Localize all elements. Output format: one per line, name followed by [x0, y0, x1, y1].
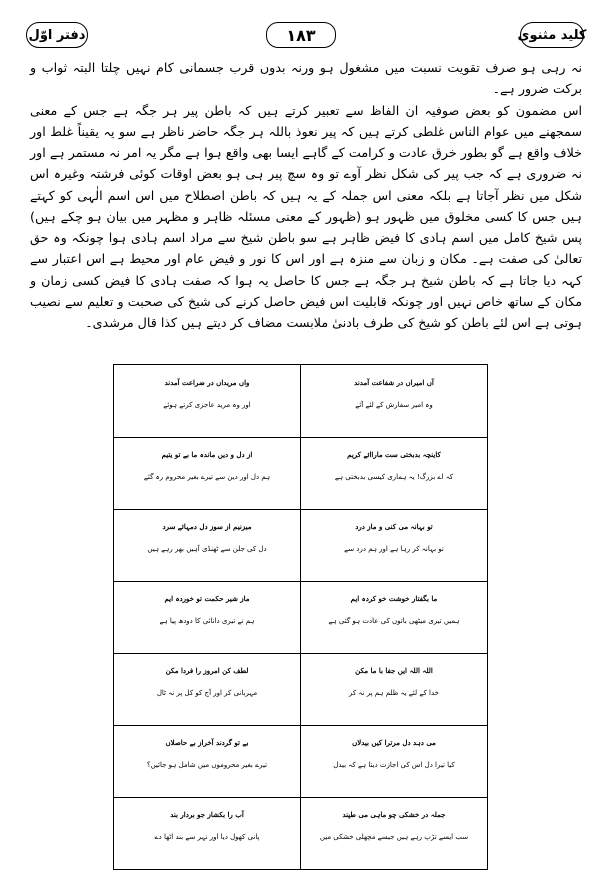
persian-verse: بے تو گردند آخراز بے حاصلاں [165, 738, 249, 747]
couplet-table [113, 364, 488, 870]
couplet-second-hemistich [114, 725, 300, 772]
urdu-translation: ہم نے تیری دانائی کا دودھ پیا ہے [159, 617, 255, 625]
persian-verse: واں مریداں در ضراعت آمدند [164, 378, 250, 387]
urdu-translation: ہمیں تیری میٹھی باتوں کی عادت ہو گئی ہے [328, 617, 460, 625]
persian-verse: لطف کن امروز را فردا مکن [165, 666, 249, 675]
persian-verse: می دہد دل مرترا کیں بیدلاں [352, 738, 436, 747]
urdu-translation: پانی کھول دیا اور نہر سے بند اٹھا دے [154, 833, 260, 841]
urdu-translation: تیرے بغیر محروموں میں شامل ہو جائیں؟ [146, 761, 268, 769]
persian-verse: آب را بکشاز جو بردار بند [170, 810, 244, 819]
book-title-box [517, 22, 587, 48]
couplet-first-hemistich [301, 653, 487, 700]
urdu-translation: ہم دل اور دین سے تیرے بغیر محروم رہ گئے [143, 473, 271, 481]
page-number-box [266, 22, 336, 48]
couplet-first-hemistich [301, 365, 487, 412]
couplet-second-hemistich [114, 797, 300, 844]
urdu-translation: اور وہ مرید عاجزی کرتے ہوئے [163, 401, 251, 409]
couplet-second-hemistich [114, 653, 300, 700]
urdu-translation: خدا کے لئے یہ ظلم ہم پر نہ کر [349, 689, 439, 697]
urdu-translation: سب ایسے تڑپ رہے ہیں جیسے مچھلی خشکی میں [319, 833, 469, 841]
urdu-translation: وہ امیر سفارش کے لئے آئے [355, 401, 433, 409]
couplet-first-hemistich [301, 581, 487, 628]
couplet-second-hemistich [114, 509, 300, 556]
urdu-translation: کیا تیرا دل اس کی اجازت دیتا ہے کہ بیدل [333, 761, 455, 769]
page-number: ۱۸۳ [286, 25, 316, 45]
couplet-first-hemistich [301, 725, 487, 772]
commentary-text [30, 57, 582, 333]
paragraph: نہ رہی ہو صرف تقویت نسبت میں مشغول ہو ورنہ بدوں قرب جسمانی کام نہیں چلتا البتہ ثواب و برکت ضرور ہے۔ [30, 60, 582, 97]
persian-verse: ما بگفتار خوشت خو کردہ ایم [350, 594, 438, 603]
persian-verse: از دل و دیں ماندہ ما بے تو یتیم [161, 450, 253, 459]
couplet-first-hemistich [301, 797, 487, 844]
couplet-first-hemistich [301, 509, 487, 556]
persian-verse: تو بہانہ می کنی و ماز درد [355, 522, 433, 531]
paragraph: اس مضمون کو بعض صوفیہ ان الفاظ سے تعبیر کرتے ہیں کہ باطن پیر ہر جگہ ہے جس کے معنی سمجھنے میں عوام الناس غلطی کرتے ہیں کہ پیر نعوذ باللہ ہر جگہ حاضر ناظر ہے سو یہ یقیناً غلط اور خلاف واقع ہے گو بطور خرق عادت و کرامت کے گاہے ایسا بھی واقع ہوا ہے مگر یہ امر نہ مستمر ہے اور نہ ضروری ہے کہ جب پیر کی شکل نظر آوے تو وہ سچ پیر ہی ہو بعض اوقات کوئی فرشتہ وغیرہ اس شکل میں نظر آجاتا ہے بلکہ معنی اس جملہ کے یہ ہیں کہ باطن اصطلاح میں اس اسم الٰہی کو کہتے ہیں جس کا کسی مخلوق میں ظہور ہو (ظہور کے معنی مسئلہ ظاہر و مظہر میں بیان ہو چکے ہیں) پس شیخ کامل میں اسم ہادی کا فیض ظاہر ہے سو باطن شیخ سے مراد اسم ہادی ہوا چونکہ وہ حق تعالیٰ کی صفت ہے۔ مکان و زبان سے منزہ ہے اور اس کا نور و فیض عام اور محیط ہے اس اعتبار سے کہہ دیا جاتا ہے کہ باطن شیخ ہر جگہ ہے جس کا حاصل یہ ہوا کہ صفت ہادی کا فیض کسی زمان و مکان کے ساتھ خاص نہیں اور چونکہ قابلیت اس فیض حاصل کرنے کی شیخ کی صحبت و تعلیم سے نصیب ہوتی ہے اس لئے باطن کو شیخ کی طرف بادنیٰ ملابست مضاف کر دیتے ہیں کذا قال مرشدی۔ [30, 102, 582, 330]
urdu-translation: کہ اے بزرگ! یہ ہماری کیسی بدبختی ہے [334, 473, 454, 481]
couplet-first-hemistich [301, 437, 487, 484]
book-title: کلید مثنوی [517, 27, 587, 43]
persian-verse: میزنیم از سوز دل دمہائے سرد [162, 522, 252, 531]
persian-verse: اللہ اللہ ایں جفا با ما مکن [355, 666, 433, 675]
urdu-translation: تو بہانہ کر رہا ہے اور ہم درد سے [344, 545, 444, 553]
couplet-second-hemistich [114, 581, 300, 628]
persian-verse: جملہ در خشکی چو ماہی می طپند [342, 810, 446, 819]
persian-verse: کاینچہ بدبختی ست ماراائے کریم [347, 450, 441, 459]
urdu-translation: دل کی جلن سے ٹھنڈی آہیں بھر رہے ہیں [147, 545, 267, 553]
volume-title-box [26, 22, 88, 48]
persian-verse: ماز شیر حکمت تو خوردہ ایم [164, 594, 250, 603]
persian-verse: آں امیراں در شفاعت آمدند [354, 378, 434, 387]
couplet-second-hemistich [114, 437, 300, 484]
urdu-translation: مہربانی کر اور آج کو کل پر نہ ٹال [156, 689, 258, 697]
volume-title: دفتر اوّل [28, 27, 86, 43]
couplet-second-hemistich [114, 365, 300, 412]
